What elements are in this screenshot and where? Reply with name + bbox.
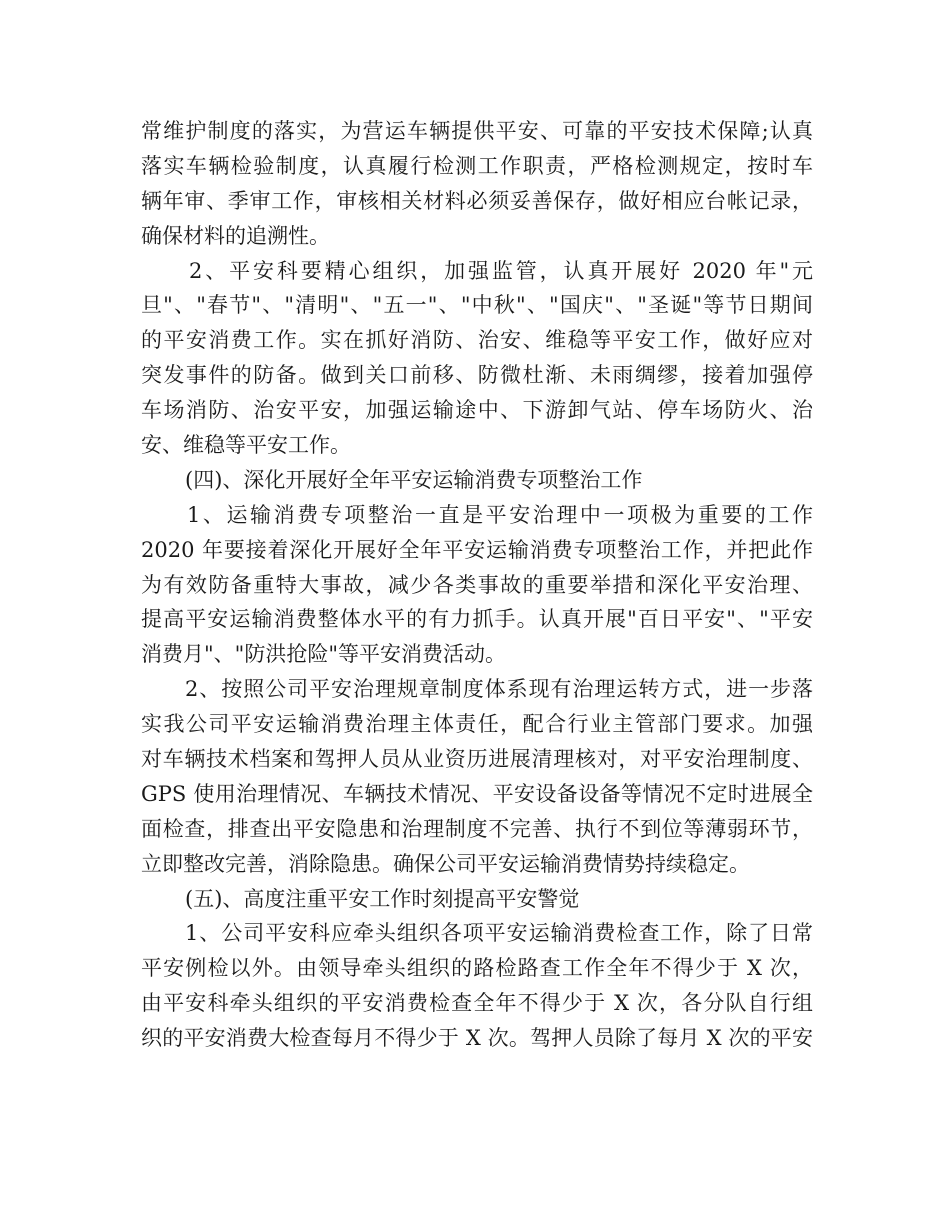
- text-line-2: 落实车辆检验制度，认真履行检测工作职责，严格检测规定，按时车: [141, 153, 813, 178]
- text-line-15: 提高平安运输消费整体水平的有力抓手。认真开展"百日平安"、"平安: [141, 607, 813, 632]
- text-line-18: 实我公司平安运输消费治理主体责任，配合行业主管部门要求。加强: [141, 712, 813, 737]
- text-line-9: 车场消防、治安平安，加强运输途中、下游卸气站、停车场防火、治: [141, 398, 813, 423]
- text-line-7: 的平安消费工作。实在抓好消防、治安、维稳等平安工作，做好应对: [141, 328, 813, 353]
- section-heading-4: (四)、深化开展好全年平安运输消费专项整治工作: [185, 467, 643, 492]
- text-line-25: 平安例检以外。由领导牵头组织的路检路查工作全年不得少于 X 次，: [141, 956, 813, 981]
- text-line-6: 旦"、"春节"、"清明"、"五一"、"中秋"、"国庆"、"圣诞"等节日期间: [141, 293, 813, 318]
- text-line-27: 织的平安消费大检查每月不得少于 X 次。驾押人员除了每月 X 次的平安: [141, 1026, 813, 1051]
- text-line-4: 确保材料的追溯性。: [141, 223, 330, 248]
- text-line-21: 面检查，排查出平安隐患和治理制度不完善、执行不到位等薄弱环节，: [141, 816, 813, 841]
- text-line-24: 1、公司平安科应牵头组织各项平安运输消费检查工作，除了日常: [185, 921, 813, 946]
- text-line-16: 消费月"、"防洪抢险"等平安消费活动。: [141, 642, 506, 667]
- text-line-26: 由平安科牵头组织的平安消费检查全年不得少于 X 次，各分队自行组: [141, 991, 813, 1016]
- text-line-10: 安、维稳等平安工作。: [141, 433, 351, 458]
- text-line-20: GPS 使用治理情况、车辆技术情况、平安设备设备等情况不定时进展全: [141, 781, 813, 806]
- text-line-14: 为有效防备重特大事故，减少各类事故的重要举措和深化平安治理、: [141, 572, 813, 597]
- text-line-8: 突发事件的防备。做到关口前移、防微杜渐、未雨绸缪，接着加强停: [141, 363, 813, 388]
- text-line-13: 2020 年要接着深化开展好全年平安运输消费专项整治工作，并把此作: [141, 537, 813, 562]
- text-line-5: 2、平安科要精心组织，加强监管，认真开展好 2020 年"元: [189, 258, 813, 283]
- text-line-3: 辆年审、季审工作，审核相关材料必须妥善保存，做好相应台帐记录，: [141, 188, 813, 213]
- text-line-22: 立即整改完善，消除隐患。确保公司平安运输消费情势持续稳定。: [141, 851, 750, 876]
- text-line-17: 2、按照公司平安治理规章制度体系现有治理运转方式，进一步落: [185, 677, 813, 702]
- body-text: [141, 114, 813, 1056]
- text-line-1: 常维护制度的落实，为营运车辆提供平安、可靠的平安技术保障;认真: [141, 119, 813, 143]
- text-line-12: 1、运输消费专项整治一直是平安治理中一项极为重要的工作: [187, 502, 813, 527]
- text-line-19: 对车辆技术档案和驾押人员从业资历进展清理核对，对平安治理制度、: [141, 747, 813, 772]
- section-heading-5: (五)、高度注重平安工作时刻提高平安警觉: [185, 886, 580, 911]
